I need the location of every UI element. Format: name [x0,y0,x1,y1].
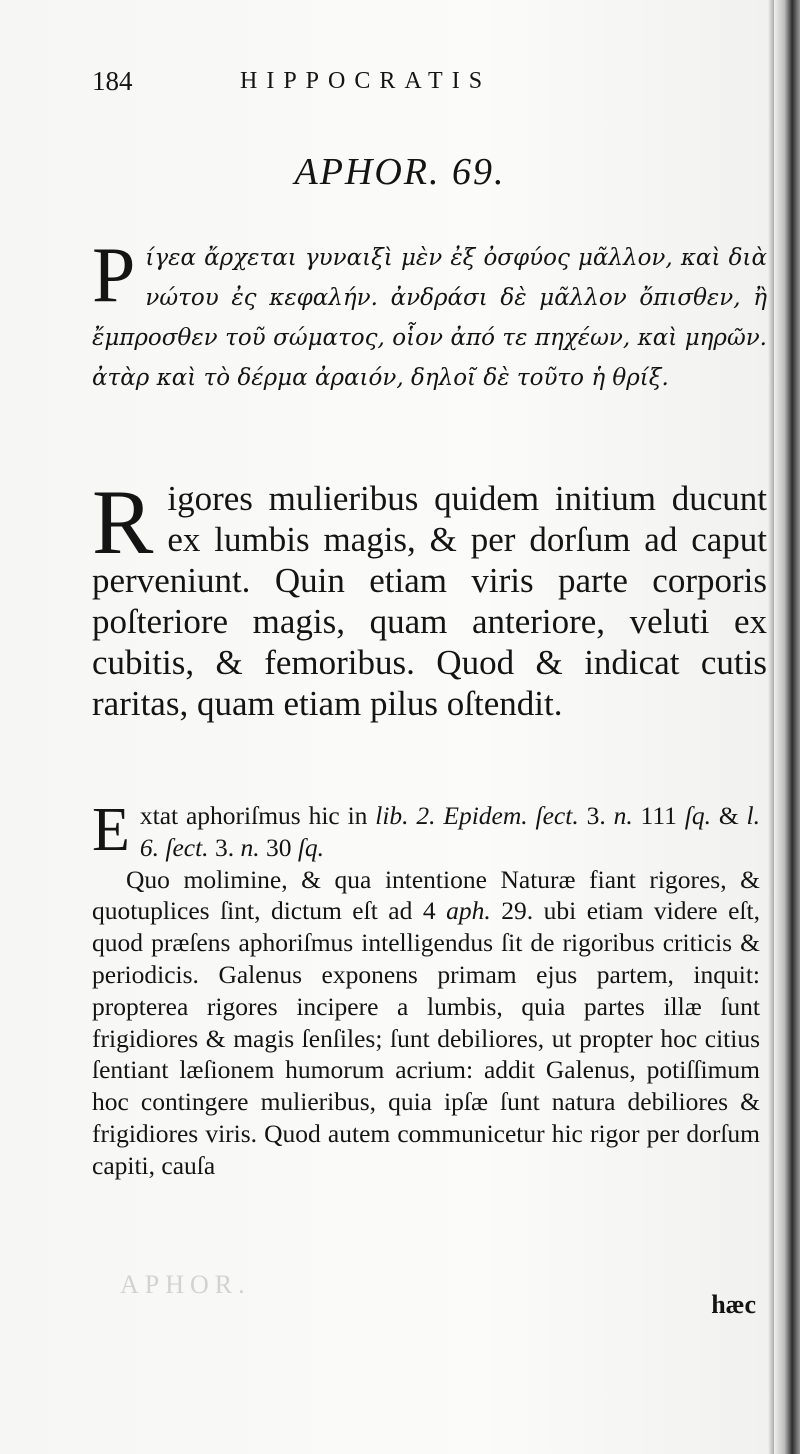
reference: n. [240,832,260,862]
commentary-text: 29. ubi etiam videre eſt, quod præſens aphoriſmus intelligendus ſit de rigoribus criticis & periodicis. Galenus exponens primam ejus partem, inquit: propterea rigores incipere a lumbis, quia partes illæ ſunt frigidiores & magis ſenſiles; ſunt debiliores, ut propter hoc citius ſentiant læſionem humorum acrium: addit Galenus, potiſſimum hoc contingere mulieribus, quia ipſæ ſunt natura debiliores & frigidiores viris. Quod autem communicetur hic rigor per dorſum capiti, cauſa [92,896,760,1180]
commentary-paragraph-2 [92,864,760,1182]
commentary-text: Quo molimine, & qua intentione Naturæ fiant rigores, & quotuplices ſint, dictum eſt ad 4 [92,864,760,926]
commentary-text: & [710,801,747,830]
reference: n. [613,801,633,830]
page-fore-edge [774,0,800,1454]
commentary-paragraph-1 [92,796,761,864]
commentary-text: 30 [259,832,298,862]
reference: lib. 2. Epidem. ſect. [375,801,579,830]
bleed-through-text: APHOR. [120,1270,251,1299]
running-title: HIPPOCRATIS [240,68,492,94]
reference: ſq. [684,801,711,830]
commentary [92,796,761,1182]
page-number: 184 [92,66,133,96]
greek-text [92,231,767,398]
commentary-text: 3. [578,801,614,830]
greek-body: ίγεα ἄρχεται γυναιξὶ μὲν ἐξ ὀσφύος μᾶλλον, καὶ διὰ νώτου ἐς κεφαλήν. ἀνδράσι δὲ μᾶλλον ὄπισθεν, ἢ ἔμπροσθεν τοῦ σώματος, οἷον ἀπό τε πηχέων, καὶ μηρῶν. ἀτὰρ καὶ τὸ δέρμα ἀραιόν, δηλοῖ δὲ τοῦτο ἡ θρίξ. [92,245,767,391]
latin-drop-cap: R [92,471,154,573]
commentary-drop-cap: E [92,796,130,864]
latin-body: igores mulieribus quidem initium ducunt ex lumbis magis, & per dorſum ad caput perveniunt. Quin etiam viris parte corporis poſteriore magis, quam anteriore, veluti ex cubitis, & femoribus. Quod & indicat cutis raritas, quam etiam pilus oſtendit. [92,479,767,723]
latin-translation [92,471,767,724]
commentary-text: 3. [208,832,241,862]
reference: l. 6. ſect. [139,801,761,862]
reference: ſq. [297,832,325,862]
catchword: hæc [711,1290,756,1319]
aphorism-heading: APHOR. 69. [294,151,506,193]
greek-drop-cap: P [92,231,136,318]
commentary-text: 111 [632,801,685,830]
commentary-text: xtat aphoriſmus hic in [139,801,376,830]
reference: aph. [446,896,491,926]
